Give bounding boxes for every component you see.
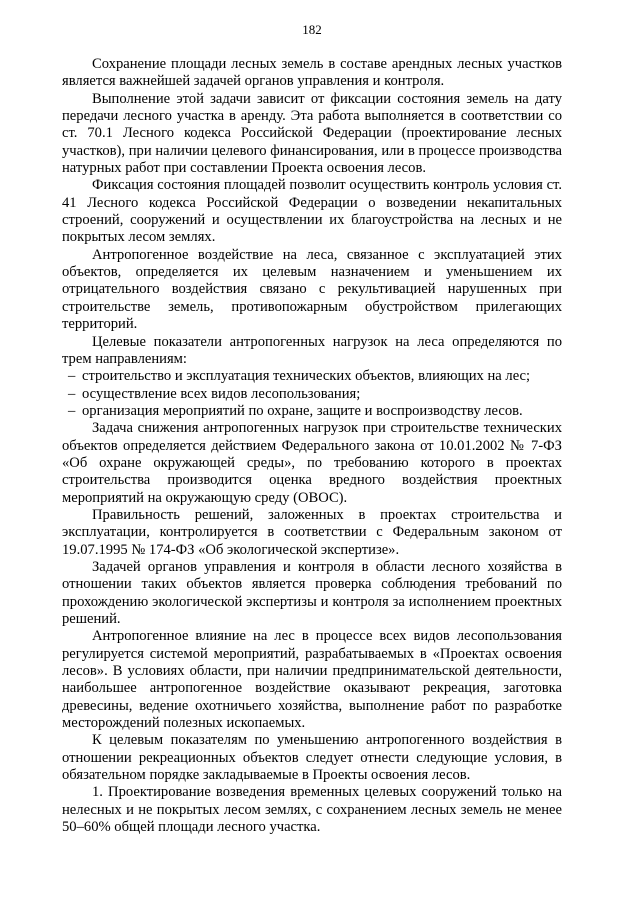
paragraph: Антропогенное влияние на лес в процессе всех видов лесопользования регулируется системой мероприятий, разрабатываемых в «Проектах освоения лесов». В условиях области, при наличии предпринимательской деятельности, наибольшее антропогенное воздействие оказывают рекреация, заготовка древесины, ведение охотничьего хозяйства, выполнение работ по разработке месторождений полезных ископаемых. <box>62 628 562 732</box>
paragraph: Сохранение площади лесных земель в составе арендных лесных участков является важнейшей задачей органов управления и контроля. <box>62 56 562 90</box>
list-dash: – <box>68 402 76 419</box>
list-item <box>62 386 562 403</box>
list-dash: – <box>68 368 76 385</box>
paragraph: Правильность решений, заложенных в проектах строительства и эксплуатации, контролируется в соответствии с Федеральным законом от 19.07.1995 № 174-ФЗ «Об экологической экспертизе». <box>62 506 562 558</box>
list-item <box>62 403 562 420</box>
list-item-text: организация мероприятий по охране, защите и воспроизводству лесов. <box>82 402 523 419</box>
paragraph: Выполнение этой задачи зависит от фиксации состояния земель на дату передачи лесного участка в аренду. Эта работа выполняется в соответствии со ст. 70.1 Лесного кодекса Российской Федерации (проектирование лесных участков), при наличии целевого финансирования, или в процессе производства натурных работ при составлении Проекта освоения лесов. <box>62 90 562 177</box>
page-number: 182 <box>302 22 322 37</box>
list-item-text: осуществление всех видов лесопользования; <box>82 385 361 402</box>
document-page <box>62 22 562 836</box>
document-body <box>62 56 562 836</box>
paragraph: 1. Проектирование возведения временных целевых сооружений только на нелесных и не покрытых лесом землях, с сохранением лесных земель не менее 50–60% общей площади лесного участка. <box>62 784 562 836</box>
paragraph: Антропогенное воздействие на леса, связанное с эксплуатацией этих объектов, определяется их целевым назначением и уменьшением их отрицательного воздействия связано с рекультивацией нарушенных при строительстве земель, противопожарным обустройством прилегающих территорий. <box>62 246 562 333</box>
paragraph: К целевым показателям по уменьшению антропогенного воздействия в отношении рекреационных объектов следует отнести следующие условия, в обязательном порядке закладываемые в Проекты освоения лесов. <box>62 732 562 784</box>
paragraph: Задача снижения антропогенных нагрузок при строительстве технических объектов определяется действием Федерального закона от 10.01.2002 № 7-ФЗ «Об охране окружающей среды», по требованию которого в проектах строительства производится оценка вредного воздействия проектных мероприятий на окружающую среду (ОВОС). <box>62 420 562 506</box>
paragraph: Задачей органов управления и контроля в области лесного хозяйства в отношении таких объектов является проверка соблюдения требований по прохождению экологической экспертизы и контроля за исполнением проектных решений. <box>62 558 562 627</box>
list-item <box>62 368 562 385</box>
list-item-text: строительство и эксплуатация технических объектов, влияющих на лес; <box>82 368 531 385</box>
paragraph: Целевые показатели антропогенных нагрузок на леса определяются по трем направлениям: <box>62 333 562 367</box>
directions-list <box>62 368 562 420</box>
list-dash: – <box>68 385 76 402</box>
paragraph: Фиксация состояния площадей позволит осуществить контроль условия ст. 41 Лесного кодекса Российской Федерации о возведении некапитальных строений, сооружений и осуществлении их благоустройства на лесных и не покрытых лесом землях. <box>62 177 562 246</box>
